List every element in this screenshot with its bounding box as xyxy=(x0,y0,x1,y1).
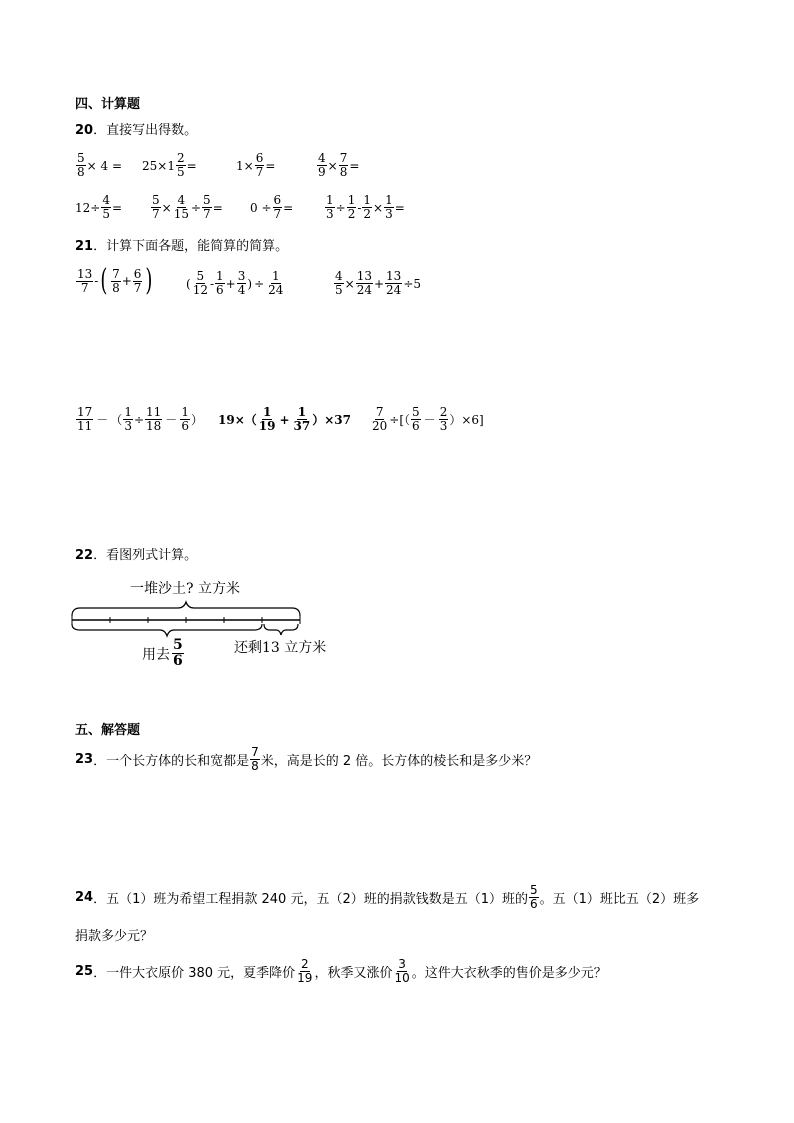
fraction: $\frac{1}{3}$ xyxy=(385,193,393,221)
q21-expr-4: $\frac{17}{11}$ － （ $\frac{1}{3}$ ÷ $\frac{11}{18}$ － $\frac{1}{6}$ ） xyxy=(77,405,203,433)
diagram-top-label: 一堆沙土? 立方米 xyxy=(130,581,240,597)
fraction: $\frac{2}{3}$ xyxy=(439,405,448,433)
fraction: $\frac{1}{3}$ xyxy=(326,193,334,221)
fraction: $\frac{1}{19}$ xyxy=(258,405,276,433)
q20-expr-5: 12÷ $\frac{4}{5}$ = xyxy=(75,193,123,221)
fraction: $\frac{4}{5}$ xyxy=(102,193,110,221)
fraction: $\frac{1}{6}$ xyxy=(216,269,224,297)
fraction: $\frac{5}{7}$ xyxy=(203,193,211,221)
fraction: $\frac{1}{3}$ xyxy=(124,405,132,433)
fraction: $\frac{11}{18}$ xyxy=(146,405,162,433)
fraction: $\frac{3}{4}$ xyxy=(237,269,246,297)
question-23: 23 ．一个长方体的长和宽都是 $\frac{7}{8}$ 米，高是长的 2 倍。长方体的棱长和是多少米？ xyxy=(75,745,538,773)
fraction: $\frac{2}{5}$ xyxy=(176,151,185,179)
q21-expr-1: $\frac{13}{7}$ - ( $\frac{7}{8}$ + $\frac{6}{7}$ ) xyxy=(77,263,153,298)
fraction: $\frac{5}{6}$ xyxy=(412,405,420,433)
question-24: 24 ．五（1）班为希望工程捐款 240 元，五（2）班的捐款钱数是五（1）班的 $\frac{5}{6}$ 。五（1）班比五（2）班多 xyxy=(75,883,700,911)
q21-expr-5: 19×（ $\frac{1}{19}$ + $\frac{1}{37}$ ）×37 xyxy=(218,405,351,433)
fraction: $\frac{1}{2}$ xyxy=(363,193,372,221)
section-title-answer: 五、解答题 xyxy=(75,723,141,738)
question-21-title: 21．计算下面各题，能简算的简算。 xyxy=(75,239,289,254)
fraction: $\frac{2}{19}$ xyxy=(297,957,313,985)
section-title-calc: 四、计算题 xyxy=(75,97,141,112)
question-24-line2: 捐款多少元？ xyxy=(75,929,154,944)
fraction: $\frac{5}{8}$ xyxy=(77,151,85,179)
fraction: $\frac{5}{7}$ xyxy=(152,193,160,221)
q21-expr-6: $\frac{7}{20}$ ÷[（ $\frac{5}{6}$ － $\frac{2}{3}$ ）×6] xyxy=(372,405,484,433)
fraction: $\frac{4}{5}$ xyxy=(335,269,343,297)
fraction: $\frac{4}{9}$ xyxy=(318,151,326,179)
fraction: $\frac{7}{8}$ xyxy=(251,745,259,773)
fraction: $\frac{6}{7}$ xyxy=(133,266,142,295)
fraction: $\frac{6}{7}$ xyxy=(255,151,264,179)
fraction: $\frac{7}{20}$ xyxy=(372,405,388,433)
q20-expr-4: $\frac{4}{9}$ × $\frac{7}{8}$ = xyxy=(318,151,360,179)
diagram-used-label: 用去 $\frac{5}{6}$ xyxy=(142,637,183,669)
q20-expr-7: 0 ÷ $\frac{6}{7}$ = xyxy=(250,193,294,221)
fraction: $\frac{5}{12}$ xyxy=(192,269,208,297)
fraction: $\frac{7}{8}$ xyxy=(112,266,120,295)
q20-expr-1: $\frac{5}{8}$ × 4 = xyxy=(77,151,123,179)
q20-expr-2: 25×1 $\frac{2}{5}$ = xyxy=(142,151,197,179)
fraction: $\frac{13}{24}$ xyxy=(386,269,402,297)
fraction: $\frac{1}{2}$ xyxy=(347,193,356,221)
q20-expr-3: 1× $\frac{6}{7}$ = xyxy=(236,151,276,179)
fraction: $\frac{1}{24}$ xyxy=(268,269,284,297)
q22-text: ．看图列式计算。 xyxy=(93,548,198,563)
fraction: $\frac{13}{24}$ xyxy=(356,269,372,297)
q20-expr-6: $\frac{5}{7}$ × $\frac{4}{15}$ ÷ $\frac{5}{7}$ = xyxy=(152,193,223,221)
q20-expr-8: $\frac{1}{3}$ ÷ $\frac{1}{2}$ - $\frac{1}{2}$ × $\frac{1}{3}$ = xyxy=(326,193,405,221)
q21-expr-3: $\frac{4}{5}$ × $\frac{13}{24}$ + $\frac{13}{24}$ ÷5 xyxy=(335,269,422,297)
fraction: $\frac{4}{15}$ xyxy=(173,193,189,221)
question-25: 25 ．一件大衣原价 380 元，夏季降价 $\frac{2}{19}$ ，秋季又涨价 $\frac{3}{10}$ 。这件大衣秋季的售价是多少元？ xyxy=(75,957,607,985)
fraction: $\frac{3}{10}$ xyxy=(394,957,410,985)
segment-diagram xyxy=(68,600,308,640)
question-20-title: 20．直接写出得数。 xyxy=(75,123,198,138)
fraction: $\frac{7}{8}$ xyxy=(339,151,348,179)
fraction: $\frac{17}{11}$ xyxy=(77,405,93,433)
fraction: $\frac{1}{37}$ xyxy=(293,405,311,433)
diagram-remain-label: 还剩13 立方米 xyxy=(234,640,327,656)
q21-text: ．计算下面各题，能简算的简算。 xyxy=(93,239,289,254)
q21-expr-2: ( $\frac{5}{12}$ - $\frac{1}{6}$ + $\frac{3}{4}$ ) ÷ $\frac{1}{24}$ xyxy=(186,269,284,297)
fraction: $\frac{13}{7}$ xyxy=(77,266,93,295)
fraction: $\frac{1}{6}$ xyxy=(181,405,189,433)
question-22-title: 22．看图列式计算。 xyxy=(75,548,198,563)
q20-text: ．直接写出得数。 xyxy=(93,123,198,138)
fraction: $\frac{5}{6}$ xyxy=(173,637,183,669)
fraction: $\frac{5}{6}$ xyxy=(530,883,538,911)
fraction: $\frac{6}{7}$ xyxy=(273,193,282,221)
